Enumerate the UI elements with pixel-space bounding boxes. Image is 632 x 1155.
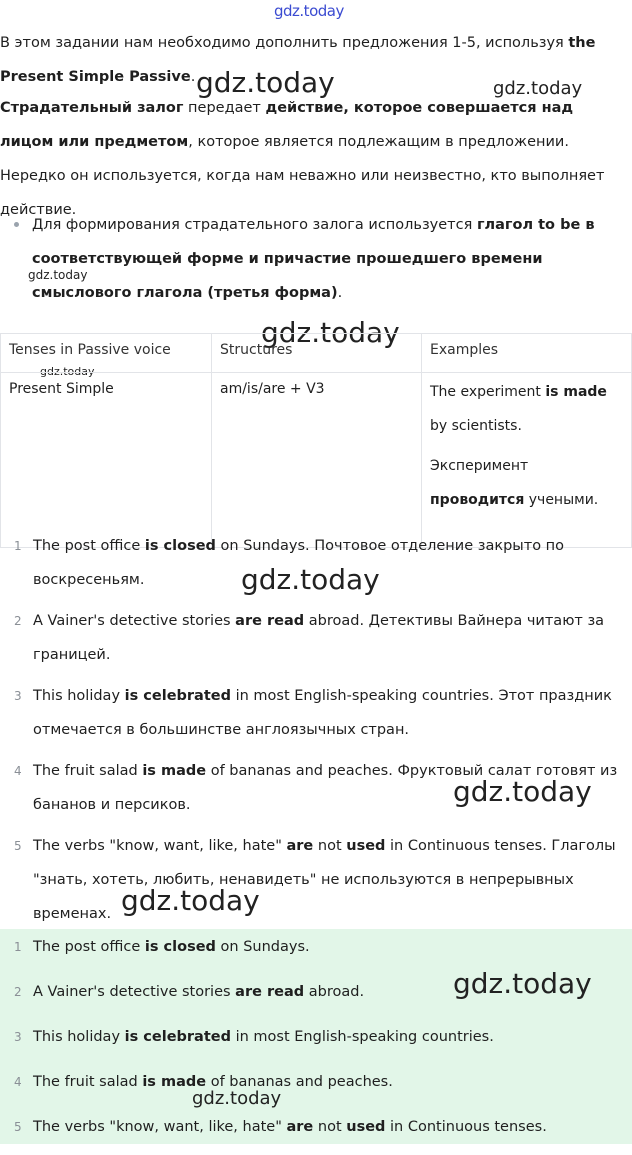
item-number: 5 bbox=[14, 839, 22, 853]
item-text: in most English-speaking countries. Этот праздник отмечается в большинстве англоязычных стран. bbox=[33, 688, 612, 738]
item-text: This holiday bbox=[33, 688, 125, 704]
item-bold: is made bbox=[142, 763, 207, 779]
table-header: Tenses in Passive voice bbox=[1, 334, 212, 373]
table-header: Examples bbox=[422, 334, 632, 373]
watermark: gdz.today bbox=[196, 66, 335, 99]
list-item bbox=[0, 679, 632, 747]
intro-text: В этом задании нам необходимо дополнить предложения 1-5, используя bbox=[0, 35, 569, 51]
definition-text: передает bbox=[183, 100, 266, 116]
tense-cell: Present Simple bbox=[1, 373, 212, 548]
item-bold: is closed bbox=[144, 538, 216, 554]
watermark: gdz.today bbox=[40, 365, 95, 378]
definition-term: Страдательный залог bbox=[0, 100, 184, 116]
item-text: not bbox=[313, 838, 347, 854]
item-bold: used bbox=[346, 1119, 386, 1135]
bullet-dot bbox=[14, 222, 19, 227]
item-number: 3 bbox=[14, 689, 22, 703]
answers-list bbox=[0, 930, 632, 1155]
example-text: Эксперимент bbox=[430, 458, 529, 474]
tenses-table bbox=[0, 333, 632, 548]
item-text: of bananas and peaches. bbox=[206, 1074, 393, 1090]
structure-cell: am/is/are + V3 bbox=[212, 373, 422, 548]
watermark: gdz.today bbox=[493, 78, 583, 99]
bullet-bold: глагол to be в соответствующей форме и причастие прошедшего времени смыслового глагола (третья форма) bbox=[32, 217, 595, 301]
watermark: gdz.today bbox=[453, 967, 592, 1000]
item-text: The post office bbox=[33, 538, 145, 554]
answer-item bbox=[0, 1065, 632, 1099]
answer-item bbox=[0, 1110, 632, 1144]
item-text: abroad. bbox=[304, 984, 365, 1000]
item-number: 3 bbox=[14, 1030, 22, 1044]
item-bold: is made bbox=[142, 1074, 207, 1090]
item-number: 1 bbox=[14, 940, 22, 954]
item-number: 2 bbox=[14, 614, 22, 628]
intro-paragraph bbox=[0, 26, 630, 94]
watermark: gdz.today bbox=[453, 775, 592, 808]
example-ru bbox=[430, 449, 623, 517]
watermark: gdz.today bbox=[241, 563, 380, 596]
definition-text: , которое является подлежащим в предложении. Нередко он используется, когда нам неважно или неизвестно, кто выполняет действие. bbox=[0, 134, 605, 218]
item-text: in most English-speaking countries. bbox=[230, 1029, 494, 1045]
item-text: not bbox=[313, 1119, 347, 1135]
item-number: 4 bbox=[14, 764, 22, 778]
answer-item bbox=[0, 930, 632, 964]
example-text: The experiment bbox=[430, 384, 546, 400]
item-bold: are bbox=[286, 1119, 314, 1135]
watermark: gdz.today bbox=[192, 1088, 282, 1109]
item-bold: used bbox=[346, 838, 386, 854]
item-text: A Vainer's detective stories bbox=[33, 984, 236, 1000]
item-text: on Sundays. bbox=[215, 939, 310, 955]
watermark: gdz.today bbox=[261, 316, 400, 349]
item-text: A Vainer's detective stories bbox=[33, 613, 236, 629]
item-number: 5 bbox=[14, 1120, 22, 1134]
intro-bold: the Present Simple Passive bbox=[0, 35, 596, 85]
item-bold: is closed bbox=[144, 939, 216, 955]
item-text: This holiday bbox=[33, 1029, 125, 1045]
table-row bbox=[1, 373, 632, 548]
item-number: 2 bbox=[14, 985, 22, 999]
item-number: 1 bbox=[14, 539, 22, 553]
item-text: The fruit salad bbox=[33, 763, 143, 779]
item-text: on Sundays. Почтовое отделение закрыто по воскресеньям. bbox=[33, 538, 565, 588]
item-bold: are read bbox=[235, 984, 305, 1000]
bullet-text: . bbox=[337, 285, 343, 301]
intro-text: . bbox=[190, 69, 196, 85]
example-bold: is made bbox=[545, 384, 607, 400]
item-text: The post office bbox=[33, 939, 145, 955]
list-item bbox=[0, 604, 632, 672]
item-bold: are read bbox=[235, 613, 305, 629]
list-item bbox=[0, 829, 632, 931]
item-bold: is celebrated bbox=[124, 1029, 231, 1045]
item-text: in Continuous tenses. bbox=[385, 1119, 547, 1135]
item-text: of bananas and peaches. Фруктовый салат готовят из бананов и персиков. bbox=[33, 763, 618, 813]
definition-bold: действие, которое совершается над лицом или предметом bbox=[0, 100, 574, 150]
watermark: gdz.today bbox=[121, 884, 260, 917]
example-text: by scientists. bbox=[430, 418, 522, 434]
watermark: gdz.today bbox=[28, 268, 88, 282]
item-text: in Continuous tenses. Глаголы "знать, хотеть, любить, ненавидеть" не используются в непрерывных временах. bbox=[33, 838, 616, 922]
passive-voice-definition bbox=[0, 91, 630, 227]
item-text: The verbs "know, want, like, hate" bbox=[33, 838, 287, 854]
item-text: The verbs "know, want, like, hate" bbox=[33, 1119, 287, 1135]
table-header: Structures bbox=[212, 334, 422, 373]
rule-bullet bbox=[0, 208, 630, 310]
bullet-text: Для формирования страдательного залога используется bbox=[32, 217, 477, 233]
item-number: 4 bbox=[14, 1075, 22, 1089]
example-bold: проводится bbox=[430, 492, 525, 508]
example-cell bbox=[422, 373, 632, 548]
example-en bbox=[430, 375, 623, 443]
item-text: The fruit salad bbox=[33, 1074, 143, 1090]
table-header-row bbox=[1, 334, 632, 373]
item-bold: is celebrated bbox=[124, 688, 231, 704]
item-text: abroad. Детективы Вайнера читают за границей. bbox=[33, 613, 605, 663]
watermark-top: gdz.today bbox=[274, 2, 344, 20]
answer-item bbox=[0, 1020, 632, 1054]
item-bold: are bbox=[286, 838, 314, 854]
example-text: учеными. bbox=[524, 492, 599, 508]
